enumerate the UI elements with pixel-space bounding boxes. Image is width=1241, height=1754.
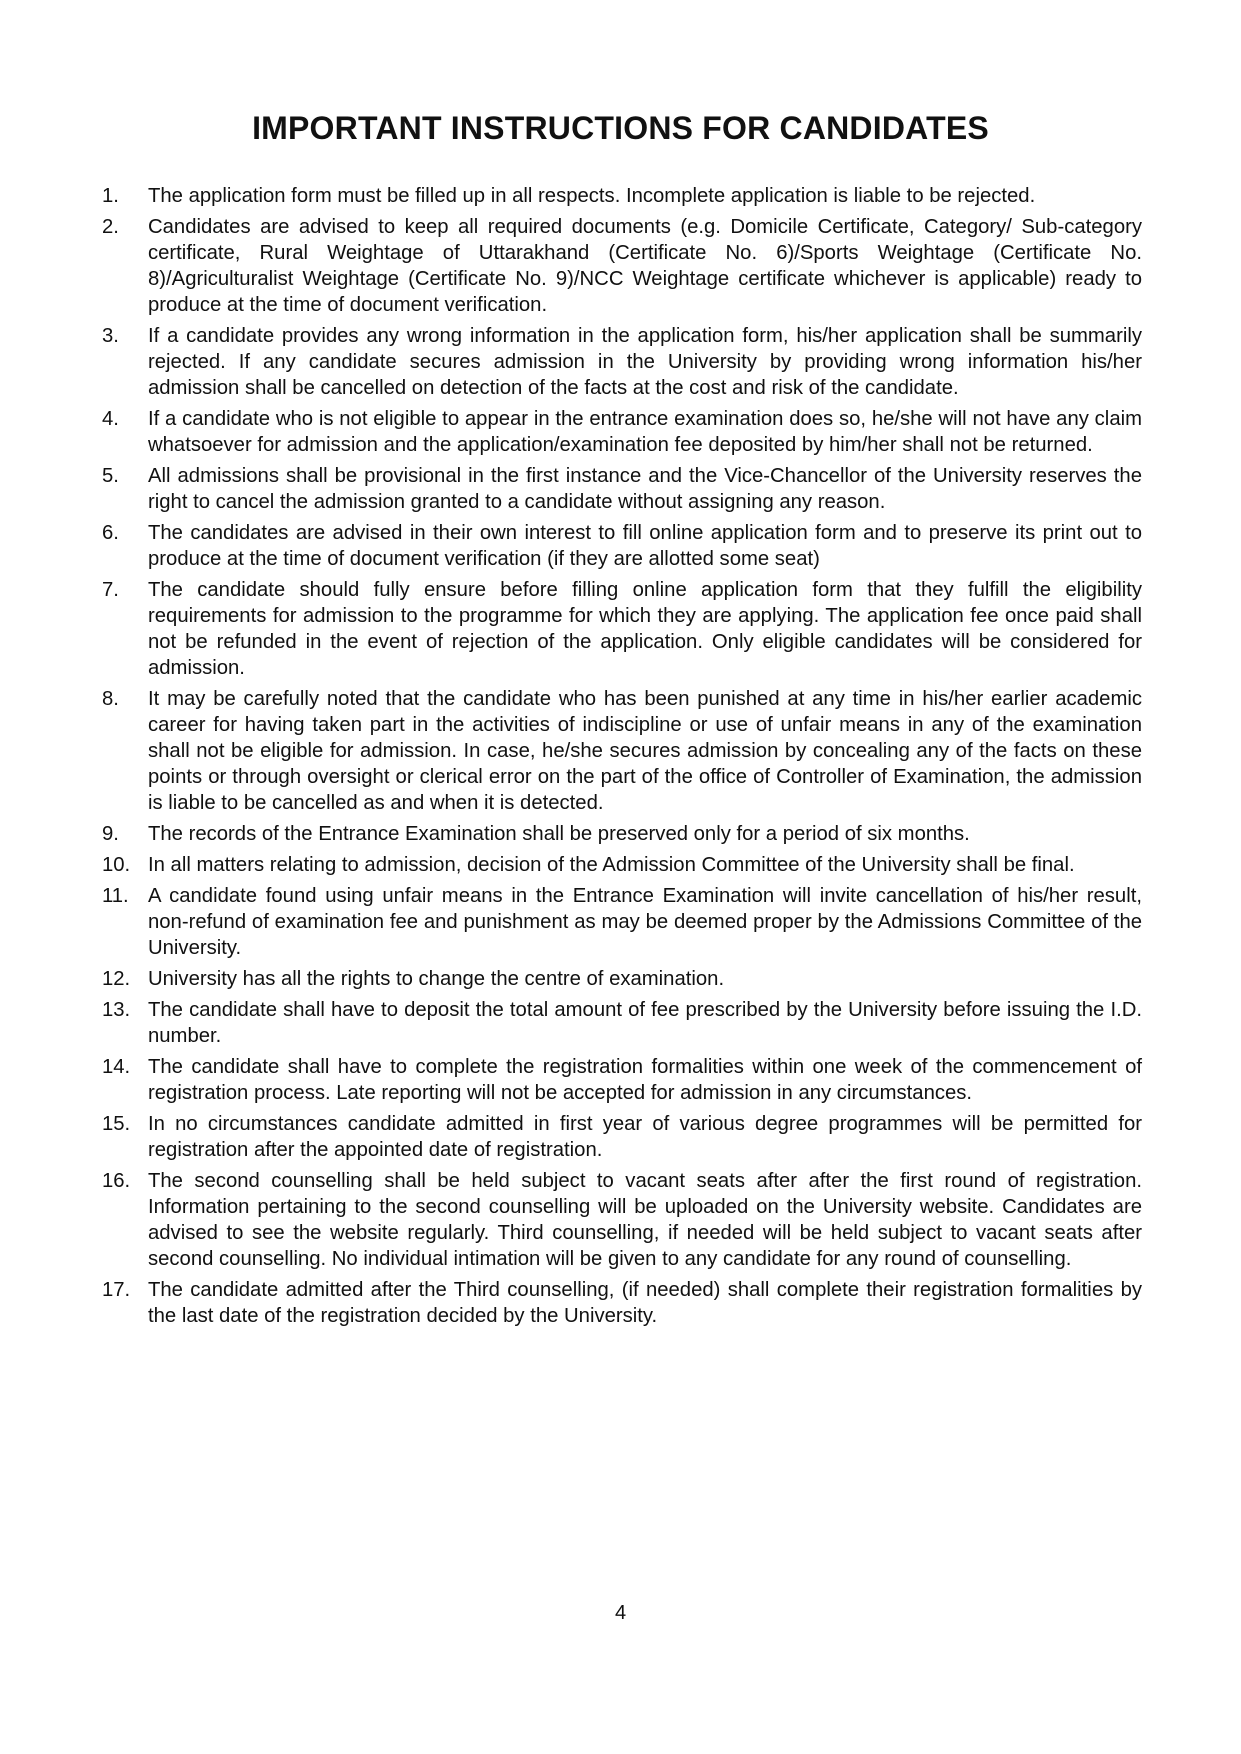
item-text: The candidates are advised in their own interest to fill online application form and to preserve its print out to produce at the time of document verification (if they are allotted some seat) — [148, 522, 1142, 570]
list-item — [102, 1111, 1142, 1163]
list-item — [102, 1168, 1142, 1272]
page-number: 4 — [614, 1602, 627, 1624]
item-number: 10. — [102, 854, 131, 876]
item-number: 12. — [102, 968, 131, 990]
list-item — [102, 821, 1142, 847]
item-number: 7. — [102, 579, 119, 601]
list-item — [102, 406, 1142, 458]
item-text: A candidate found using unfair means in the Entrance Examination will invite cancellation of his/her result, non-refund of examination fee and punishment as may be deemed proper by the Admissions Committee of the University. — [148, 885, 1142, 959]
list-item — [102, 966, 1142, 992]
instructions-list — [102, 183, 1142, 1334]
item-number: 2. — [102, 216, 119, 238]
item-text: In all matters relating to admission, decision of the Admission Committee of the University shall be final. — [148, 854, 1075, 876]
list-item — [102, 686, 1142, 816]
list-item — [102, 997, 1142, 1049]
list-item — [102, 323, 1142, 401]
list-item — [102, 883, 1142, 961]
list-item — [102, 520, 1142, 572]
item-number: 4. — [102, 408, 119, 430]
list-item — [102, 463, 1142, 515]
list-item — [102, 183, 1142, 209]
item-number: 16. — [102, 1170, 131, 1192]
item-number: 8. — [102, 688, 119, 710]
item-text: If a candidate who is not eligible to appear in the entrance examination does so, he/she will not have any claim whatsoever for admission and the application/examination fee deposited by him/her shall not be returned. — [148, 408, 1142, 456]
item-text: The candidate shall have to complete the registration formalities within one week of the commencement of registration process. Late reporting will not be accepted for admission in any circumstances. — [148, 1056, 1142, 1104]
item-number: 17. — [102, 1279, 131, 1301]
item-text: If a candidate provides any wrong information in the application form, his/her application shall be summarily rejected. If any candidate secures admission in the University by providing wrong information his/her admission shall be cancelled on detection of the facts at the cost and risk of the candidate. — [148, 325, 1142, 399]
item-text: It may be carefully noted that the candidate who has been punished at any time in his/her earlier academic career for having taken part in the activities of indiscipline or use of unfair means in any of the examination shall not be eligible for admission. In case, he/she secures admission by concealing any of the facts on these points or through oversight or clerical error on the part of the office of Controller of Examination, the admission is liable to be cancelled as and when it is detected. — [148, 688, 1142, 814]
item-number: 14. — [102, 1056, 131, 1078]
item-text: In no circumstances candidate admitted in first year of various degree programmes will be permitted for registration after the appointed date of registration. — [148, 1113, 1142, 1161]
item-number: 9. — [102, 823, 119, 845]
item-text: The candidate shall have to deposit the total amount of fee prescribed by the University before issuing the I.D. number. — [148, 999, 1142, 1047]
list-item — [102, 214, 1142, 318]
list-item — [102, 577, 1142, 681]
list-item — [102, 1054, 1142, 1106]
item-number: 6. — [102, 522, 119, 544]
item-text: All admissions shall be provisional in the first instance and the Vice-Chancellor of the University reserves the right to cancel the admission granted to a candidate without assigning any reason. — [148, 465, 1142, 513]
item-text: The candidate should fully ensure before filling online application form that they fulfill the eligibility requirements for admission to the programme for which they are applying. The application fee once paid shall not be refunded in the event of rejection of the application. Only eligible candidates will be considered for admission. — [148, 579, 1142, 679]
list-item — [102, 1277, 1142, 1329]
list-item — [102, 852, 1142, 878]
item-number: 1. — [102, 185, 119, 207]
item-text: The application form must be filled up in all respects. Incomplete application is liable to be rejected. — [148, 185, 1036, 207]
item-number: 11. — [102, 885, 129, 907]
item-number: 5. — [102, 465, 119, 487]
item-text: University has all the rights to change the centre of examination. — [148, 968, 725, 990]
item-text: The candidate admitted after the Third counselling, (if needed) shall complete their registration formalities by the last date of the registration decided by the University. — [148, 1279, 1142, 1327]
item-number: 3. — [102, 325, 119, 347]
item-number: 15. — [102, 1113, 131, 1135]
item-text: The records of the Entrance Examination shall be preserved only for a period of six months. — [148, 823, 970, 845]
page-title: IMPORTANT INSTRUCTIONS FOR CANDIDATES — [252, 110, 989, 146]
item-text: The second counselling shall be held subject to vacant seats after after the first round of registration. Information pertaining to the second counselling will be uploaded on the University website. Candidates are advised to see the website regularly. Third counselling, if needed will be held subject to vacant seats after second counselling. No individual intimation will be given to any candidate for any round of counselling. — [148, 1170, 1142, 1270]
item-number: 13. — [102, 999, 131, 1021]
item-text: Candidates are advised to keep all required documents (e.g. Domicile Certificate, Category/ Sub-category certificate, Rural Weightage of Uttarakhand (Certificate No. 6)/Sports Weightage (Certificate No. 8)/Agriculturalist Weightage (Certificate No. 9)/NCC Weightage certificate whichever is applicable) ready to produce at the time of document verification. — [148, 216, 1142, 316]
